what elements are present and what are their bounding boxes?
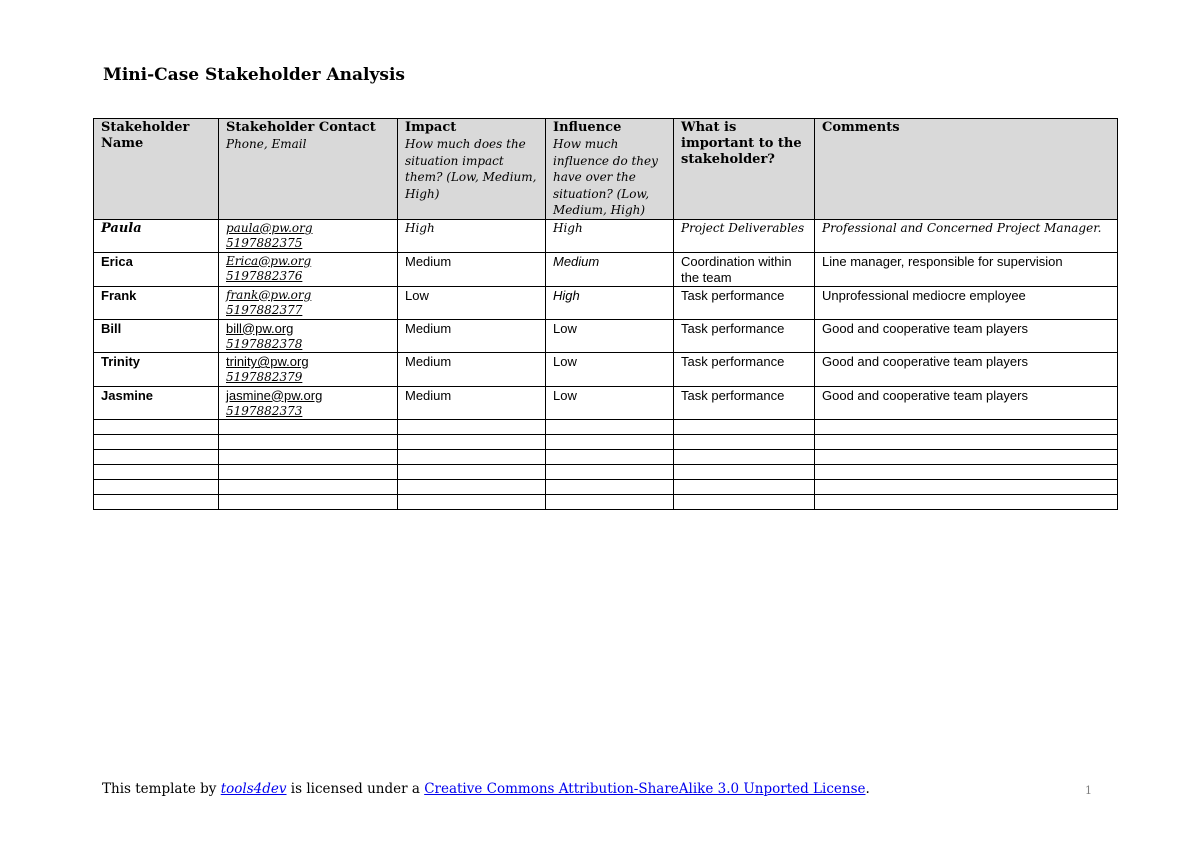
stakeholder-table	[93, 118, 1118, 510]
table-row	[94, 386, 1118, 420]
comments-cell: Good and cooperative team players	[815, 319, 1118, 353]
page-number: 1	[1085, 784, 1092, 797]
footer-prefix: This template by	[102, 781, 221, 797]
empty-cell[interactable]	[546, 480, 674, 495]
empty-row	[94, 495, 1118, 510]
comments-cell: Good and cooperative team players	[815, 386, 1118, 420]
empty-row	[94, 435, 1118, 450]
empty-cell[interactable]	[815, 450, 1118, 465]
empty-cell[interactable]	[398, 435, 546, 450]
footer-middle: is licensed under a	[286, 781, 425, 797]
name-cell: Paula	[94, 219, 219, 252]
name-cell: Frank	[94, 286, 219, 319]
influence-cell: Low	[546, 353, 674, 387]
header-important: What is important to the stakeholder?	[674, 119, 815, 220]
empty-cell[interactable]	[219, 450, 398, 465]
impact-cell: High	[398, 219, 546, 252]
author-link[interactable]: tools4dev	[220, 781, 287, 797]
important-cell: Task performance	[674, 386, 815, 420]
comments-cell: Unprofessional mediocre employee	[815, 286, 1118, 319]
footer-suffix: .	[865, 781, 870, 797]
email-link[interactable]: bill@pw.org	[226, 320, 294, 336]
name-cell: Bill	[94, 319, 219, 353]
comments-cell: Line manager, responsible for supervision	[815, 252, 1118, 286]
empty-row	[94, 480, 1118, 495]
empty-cell[interactable]	[674, 420, 815, 435]
email-link[interactable]: Erica@pw.org	[226, 253, 312, 268]
phone: 5197882379	[226, 370, 303, 384]
table-row	[94, 219, 1118, 252]
email-link[interactable]: jasmine@pw.org	[226, 387, 323, 403]
empty-cell[interactable]	[94, 465, 219, 480]
contact-cell	[219, 353, 398, 387]
contact-cell	[219, 219, 398, 252]
empty-cell[interactable]	[398, 420, 546, 435]
email-link[interactable]: paula@pw.org	[226, 220, 313, 235]
empty-cell[interactable]	[398, 495, 546, 510]
empty-cell[interactable]	[546, 420, 674, 435]
contact-cell	[219, 386, 398, 420]
empty-cell[interactable]	[815, 420, 1118, 435]
empty-cell[interactable]	[815, 465, 1118, 480]
empty-cell[interactable]	[219, 435, 398, 450]
important-cell: Project Deliverables	[674, 219, 815, 252]
impact-cell: Medium	[398, 319, 546, 353]
document-title: Mini-Case Stakeholder Analysis	[103, 65, 405, 85]
empty-cell[interactable]	[546, 435, 674, 450]
table-row	[94, 252, 1118, 286]
impact-cell: Medium	[398, 386, 546, 420]
contact-cell	[219, 252, 398, 286]
influence-cell: Medium	[546, 252, 674, 286]
empty-cell[interactable]	[546, 465, 674, 480]
influence-cell: High	[546, 286, 674, 319]
empty-cell[interactable]	[219, 465, 398, 480]
empty-cell[interactable]	[94, 450, 219, 465]
empty-cell[interactable]	[94, 420, 219, 435]
phone: 5197882376	[226, 269, 303, 283]
important-cell: Task performance	[674, 286, 815, 319]
table-row	[94, 319, 1118, 353]
empty-row	[94, 465, 1118, 480]
name-cell: Jasmine	[94, 386, 219, 420]
phone: 5197882378	[226, 336, 303, 351]
important-cell: Coordination within the team	[674, 252, 815, 286]
phone: 5197882377	[226, 303, 303, 317]
phone: 5197882375	[226, 236, 303, 250]
empty-cell[interactable]	[546, 450, 674, 465]
empty-cell[interactable]	[398, 480, 546, 495]
comments-cell: Good and cooperative team players	[815, 353, 1118, 387]
header-stakeholder-contact: Stakeholder Contact Phone, Email	[219, 119, 398, 220]
name-cell: Trinity	[94, 353, 219, 387]
important-cell: Task performance	[674, 319, 815, 353]
header-comments: Comments	[815, 119, 1118, 220]
impact-cell: Low	[398, 286, 546, 319]
influence-cell: Low	[546, 319, 674, 353]
license-footer	[102, 781, 870, 797]
impact-cell: Medium	[398, 353, 546, 387]
empty-cell[interactable]	[219, 495, 398, 510]
header-influence: Influence How much influence do they have over the situation? (Low, Medium, High)	[546, 119, 674, 220]
empty-cell[interactable]	[219, 480, 398, 495]
header-impact: Impact How much does the situation impact them? (Low, Medium, High)	[398, 119, 546, 220]
empty-cell[interactable]	[674, 465, 815, 480]
name-cell: Erica	[94, 252, 219, 286]
email-link[interactable]: frank@pw.org	[226, 287, 312, 302]
phone: 5197882373	[226, 403, 303, 418]
impact-cell: Medium	[398, 252, 546, 286]
comments-cell: Professional and Concerned Project Manager.	[815, 219, 1118, 252]
empty-cell[interactable]	[815, 480, 1118, 495]
license-link[interactable]: Creative Commons Attribution-ShareAlike 3.0 Unported License	[424, 781, 866, 797]
table-row	[94, 286, 1118, 319]
contact-cell	[219, 286, 398, 319]
empty-row	[94, 450, 1118, 465]
empty-cell[interactable]	[674, 450, 815, 465]
empty-cell[interactable]	[398, 465, 546, 480]
important-cell: Task performance	[674, 353, 815, 387]
header-stakeholder-name: Stakeholder Name	[94, 119, 219, 220]
contact-cell	[219, 319, 398, 353]
empty-cell[interactable]	[94, 480, 219, 495]
header-row	[94, 119, 1118, 220]
email-link[interactable]: trinity@pw.org	[226, 354, 309, 369]
empty-cell[interactable]	[815, 495, 1118, 510]
influence-cell: High	[546, 219, 674, 252]
empty-cell[interactable]	[815, 435, 1118, 450]
empty-cell[interactable]	[219, 420, 398, 435]
empty-cell[interactable]	[398, 450, 546, 465]
influence-cell: Low	[546, 386, 674, 420]
empty-cell[interactable]	[674, 495, 815, 510]
empty-cell[interactable]	[94, 495, 219, 510]
table-row	[94, 353, 1118, 387]
empty-cell[interactable]	[546, 495, 674, 510]
empty-cell[interactable]	[674, 435, 815, 450]
empty-cell[interactable]	[674, 480, 815, 495]
empty-row	[94, 420, 1118, 435]
empty-cell[interactable]	[94, 435, 219, 450]
